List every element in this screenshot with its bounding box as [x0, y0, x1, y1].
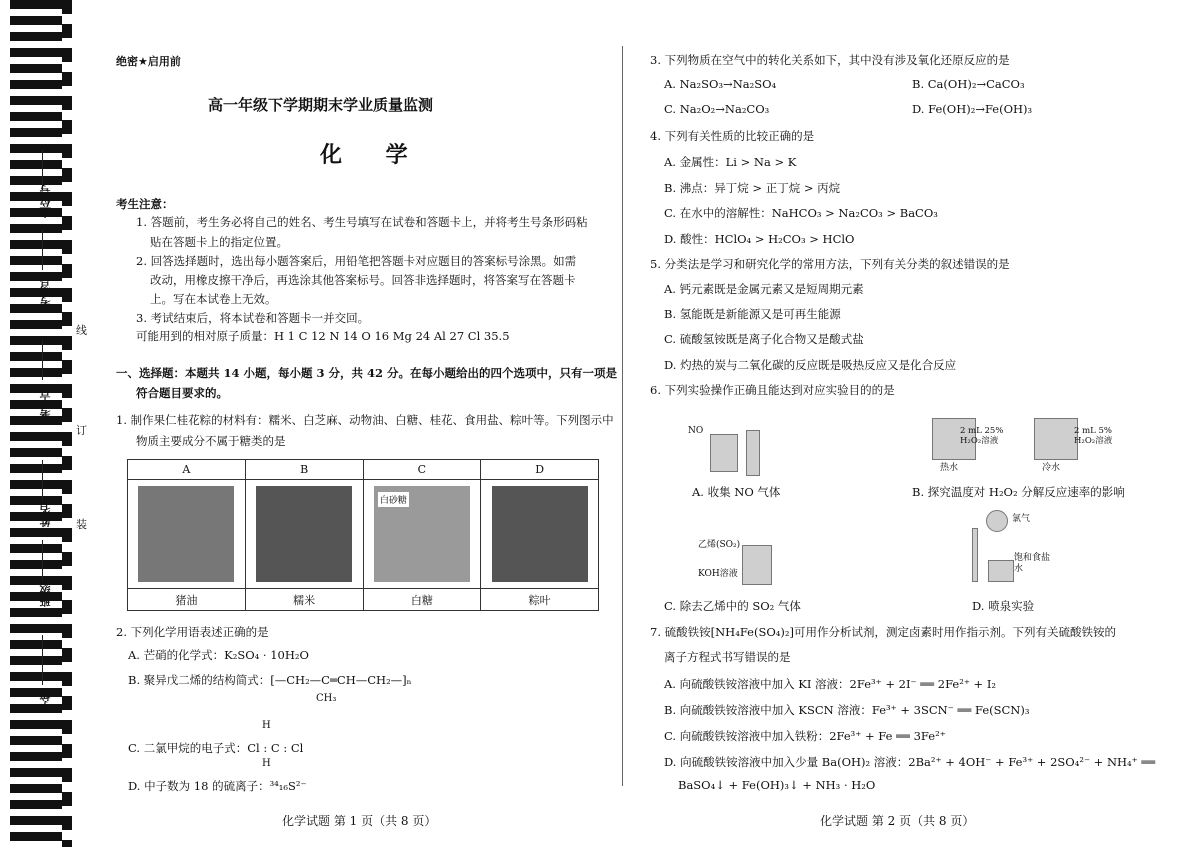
seat-label: 座位号	[39, 185, 52, 218]
q3-stem: 3. 下列物质在空气中的转化关系如下，其中没有涉及氧化还原反应的是	[650, 53, 1010, 67]
barcode-strip	[10, 0, 62, 847]
school-label: 学校	[39, 690, 52, 712]
q7-option-a: A. 向硫酸铁铵溶液中加入 KI 溶液：2Fe³⁺ + 2I⁻ ══ 2Fe²⁺ + I₂	[664, 677, 996, 691]
id-line	[42, 340, 43, 380]
cold-water-beaker-icon	[1034, 418, 1078, 460]
lard-photo	[138, 486, 234, 582]
q7-option-d: D. 向硫酸铁铵溶液中加入少量 Ba(OH)₂ 溶液：2Ba²⁺ + 4OH⁻ + Fe³⁺ + 2SO₄²⁻ + NH₄⁺ ══	[664, 755, 1156, 769]
q2-option-c: C. 二氯甲烷的电子式：Cl : C : Cl	[128, 741, 304, 755]
trough-icon	[988, 560, 1014, 582]
notice-title: 考生注意：	[116, 197, 174, 211]
q5-stem: 5. 分类法是学习和研究化学的常用方法，下列有关分类的叙述错误的是	[650, 257, 1010, 271]
room-line	[42, 230, 43, 270]
q3-option-a: A. Na₂SO₃→Na₂SO₄	[664, 77, 777, 91]
q7-stem-cont: 离子方程式书写错误的是	[664, 650, 791, 664]
q1-col-c-letter: C	[363, 460, 481, 480]
q6-brine-label: 饱和食盐水	[1014, 553, 1051, 574]
class-line	[42, 540, 43, 580]
subject-title: 化 学	[320, 142, 426, 168]
q6-option-b: B. 探究温度对 H₂O₂ 分解反应速率的影响	[912, 485, 1125, 499]
q3-option-c: C. Na₂O₂→Na₂CO₃	[664, 102, 770, 116]
q5-option-c: C. 硫酸氢铵既是离子化合物又是酸式盐	[664, 332, 864, 346]
q4-option-d: D. 酸性：HClO₄ > H₂CO₃ > HClO	[664, 232, 855, 246]
q1-caption-c: 白糖	[363, 589, 481, 611]
q1-col-d-letter: D	[481, 460, 599, 480]
q1-image-table	[127, 459, 599, 611]
name-line	[42, 460, 43, 500]
q6-h2o2-a-label: 2 mL 25% H₂O₂溶液	[960, 426, 1004, 446]
note-line: 贴在答题卡上的指定位置。	[150, 235, 288, 249]
atomic-mass: 可能用到的相对原子质量：H 1 C 12 N 14 O 16 Mg 24 Al 27 Cl 35.5	[136, 329, 510, 343]
seat-line	[42, 150, 43, 190]
note-line: 1. 答题前，考生务必将自己的姓名、考生号填写在试卷和答题卡上，并将考生号条形码粘	[136, 215, 588, 229]
cut-mark-line: 线	[76, 324, 87, 337]
q2-option-d: D. 中子数为 18 的硫离子：³⁴₁₆S²⁻	[128, 779, 307, 793]
exam-title: 高一年级下学期期末学业质量监测	[208, 96, 434, 114]
q4-option-c: C. 在水中的溶解性：NaHCO₃ > Na₂CO₃ > BaCO₃	[664, 206, 938, 220]
note-line: 改动，用橡皮擦干净后，再选涂其他答案标号。回答非选择题时，将答案写在答题卡	[150, 273, 576, 287]
q5-option-d: D. 灼热的炭与二氧化碳的反应既是吸热反应又是化合反应	[664, 358, 957, 372]
sugar-bag-label: 白砂糖	[378, 492, 409, 507]
class-label: 班级	[39, 585, 52, 607]
leaf-photo	[492, 486, 588, 582]
q1-stem: 1. 制作果仁桂花粽的材料有：糯米、白芝麻、动物油、白糖、桂花、食用盐、粽叶等。下列图示中	[116, 413, 614, 427]
name-label: 姓名	[39, 505, 52, 527]
confidential-label: 绝密★启用前	[116, 55, 181, 68]
page-footer-left: 化学试题 第 1 页（共 8 页）	[282, 814, 437, 828]
page-footer-right: 化学试题 第 2 页（共 8 页）	[820, 814, 975, 828]
graduated-cylinder-icon	[746, 430, 760, 476]
q3-option-d: D. Fe(OH)₂→Fe(OH)₃	[912, 102, 1033, 116]
q6-option-a: A. 收集 NO 气体	[692, 485, 781, 499]
q6-option-d: D. 喷泉实验	[972, 599, 1035, 613]
rice-photo	[256, 486, 352, 582]
q6-stem: 6. 下列实验操作正确且能达到对应实验目的的是	[650, 383, 895, 397]
iron-stand-icon	[972, 528, 978, 582]
q1-caption-a: 猪油	[128, 589, 246, 611]
q6-option-c: C. 除去乙烯中的 SO₂ 气体	[664, 599, 801, 613]
q7-option-c: C. 向硫酸铁铵溶液中加入铁粉：2Fe³⁺ + Fe ══ 3Fe²⁺	[664, 729, 946, 743]
q6-hot-label: 热水	[940, 463, 959, 473]
note-line: 3. 考试结束后，将本试卷和答题卡一并交回。	[136, 311, 370, 325]
q1-stem-cont: 物质主要成分不属于糖类的是	[136, 434, 286, 448]
q4-option-b: B. 沸点：异丁烷 > 正丁烷 > 丙烷	[664, 181, 841, 195]
note-line: 上。写在本试卷上无效。	[150, 292, 277, 306]
cut-mark-pack: 装	[76, 518, 87, 531]
page-divider	[622, 46, 623, 786]
round-flask-icon	[986, 510, 1008, 532]
room-label: 考场号	[39, 275, 52, 308]
binding-margin	[0, 0, 96, 847]
q5-option-a: A. 钙元素既是金属元素又是短周期元素	[664, 282, 864, 296]
section-title: 一、选择题：本题共 14 小题，每小题 3 分，共 42 分。在每小题给出的四个选项中，只有一项是	[116, 366, 618, 380]
q6-no-label: NO	[688, 426, 704, 436]
note-line: 2. 回答选择题时，选出每小题答案后，用铅笔把答题卡对应题目的答案标号涂黑。如需	[136, 254, 577, 268]
section-title-cont: 符合题目要求的。	[136, 386, 228, 400]
q6-h2o2-b-label: 2 mL 5% H₂O₂溶液	[1074, 426, 1113, 446]
q2-stem: 2. 下列化学用语表述正确的是	[116, 625, 269, 639]
school-line	[42, 635, 43, 685]
q7-stem: 7. 硫酸铁铵[NH₄Fe(SO₄)₂]可用作分析试剂，测定卤素时用作指示剂。下列有关硫酸铁铵的	[650, 625, 1116, 639]
q5-option-b: B. 氢能既是新能源又是可再生能源	[664, 307, 841, 321]
cut-mark-bind: 订	[76, 424, 87, 437]
q6-ethylene-label: 乙烯(SO₂)	[698, 540, 741, 550]
q4-option-a: A. 金属性：Li > Na > K	[664, 155, 797, 169]
sugar-photo	[374, 486, 470, 582]
q1-caption-b: 糯米	[245, 589, 363, 611]
q2-option-a: A. 芒硝的化学式：K₂SO₄ · 10H₂O	[128, 648, 309, 662]
q1-col-a-letter: A	[128, 460, 246, 480]
q2-b-methyl: CH₃	[316, 693, 337, 704]
q6-cold-label: 冷水	[1042, 463, 1061, 473]
id-label: 考生号	[39, 385, 52, 418]
q2-c-h-bottom: H	[262, 758, 271, 769]
cut-line-strip	[62, 0, 72, 847]
q3-option-b: B. Ca(OH)₂→CaCO₃	[912, 77, 1025, 91]
q1-caption-d: 粽叶	[481, 589, 599, 611]
q6-koh-label: KOH溶液	[698, 569, 738, 579]
q6-cl2-label: 氯气	[1012, 514, 1031, 524]
q4-stem: 4. 下列有关性质的比较正确的是	[650, 129, 815, 143]
q2-option-b: B. 聚异戊二烯的结构简式：[—CH₂—C═CH—CH₂—]ₙ	[128, 673, 412, 687]
q1-col-b-letter: B	[245, 460, 363, 480]
q2-c-h-top: H	[262, 720, 271, 731]
wash-bottle-icon	[742, 545, 772, 585]
gas-bottle-icon	[710, 434, 738, 472]
q7-option-b: B. 向硫酸铁铵溶液中加入 KSCN 溶液：Fe³⁺ + 3SCN⁻ ══ Fe(SCN)₃	[664, 703, 1030, 717]
q7-option-d-cont: BaSO₄↓ + Fe(OH)₃↓ + NH₃ · H₂O	[678, 778, 876, 792]
